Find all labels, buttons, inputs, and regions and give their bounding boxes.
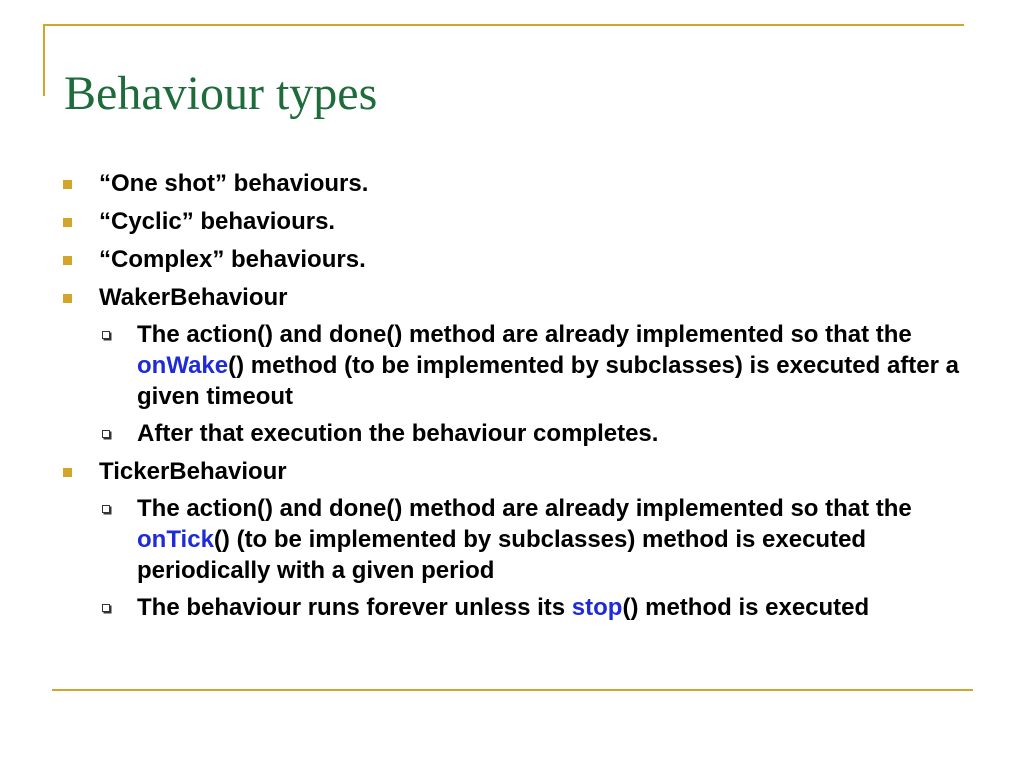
bullet-waker-behaviour <box>62 281 962 315</box>
bullet-text: “Complex” behaviours. <box>99 246 366 273</box>
bullet-list <box>62 167 962 629</box>
sub-text-post: () method (to be implemented by subclasses) is executed after a given timeout <box>137 352 959 410</box>
ticker-subitems <box>62 493 962 623</box>
hollow-square-bullet-icon <box>102 505 110 513</box>
sub-bullet-ticker-forever <box>62 592 962 623</box>
square-bullet-icon <box>63 180 72 189</box>
square-bullet-icon <box>63 256 72 265</box>
method-name-ontick: onTick <box>137 526 214 553</box>
sub-text-pre: The action() and done() method are already implemented so that the <box>137 495 912 522</box>
bullet-text: TickerBehaviour <box>99 458 287 485</box>
sub-bullet-waker-completes <box>62 418 962 449</box>
bullet-text: “One shot” behaviours. <box>99 170 369 197</box>
hollow-square-bullet-icon <box>102 331 110 339</box>
bullet-one-shot <box>62 167 962 201</box>
square-bullet-icon <box>63 468 72 477</box>
waker-subitems <box>62 319 962 449</box>
method-name-stop: stop <box>571 594 623 621</box>
sub-text-pre: After that execution the behaviour completes. <box>137 420 659 447</box>
bullet-cyclic <box>62 205 962 239</box>
method-name-onwake: onWake <box>137 352 229 379</box>
hollow-square-bullet-icon <box>102 430 110 438</box>
sub-bullet-waker-action <box>62 319 962 412</box>
square-bullet-icon <box>63 218 72 227</box>
sub-text-pre: The action() and done() method are already implemented so that the <box>137 321 912 348</box>
slide-title: Behaviour types <box>64 67 378 120</box>
hollow-square-bullet-icon <box>102 604 110 612</box>
square-bullet-icon <box>63 294 72 303</box>
sub-text-pre: The behaviour runs forever unless its <box>137 594 572 621</box>
bullet-ticker-behaviour <box>62 455 962 489</box>
bullet-text: WakerBehaviour <box>99 284 288 311</box>
frame-line-left <box>43 24 45 96</box>
bullet-complex <box>62 243 962 277</box>
bullet-text: “Cyclic” behaviours. <box>99 208 336 235</box>
frame-line-top <box>43 24 964 26</box>
sub-bullet-ticker-action <box>62 493 962 586</box>
sub-text-post: () (to be implemented by subclasses) method is executed periodically with a given period <box>137 526 867 584</box>
sub-text-post: () method is executed <box>622 594 870 621</box>
frame-line-bottom <box>52 689 973 691</box>
